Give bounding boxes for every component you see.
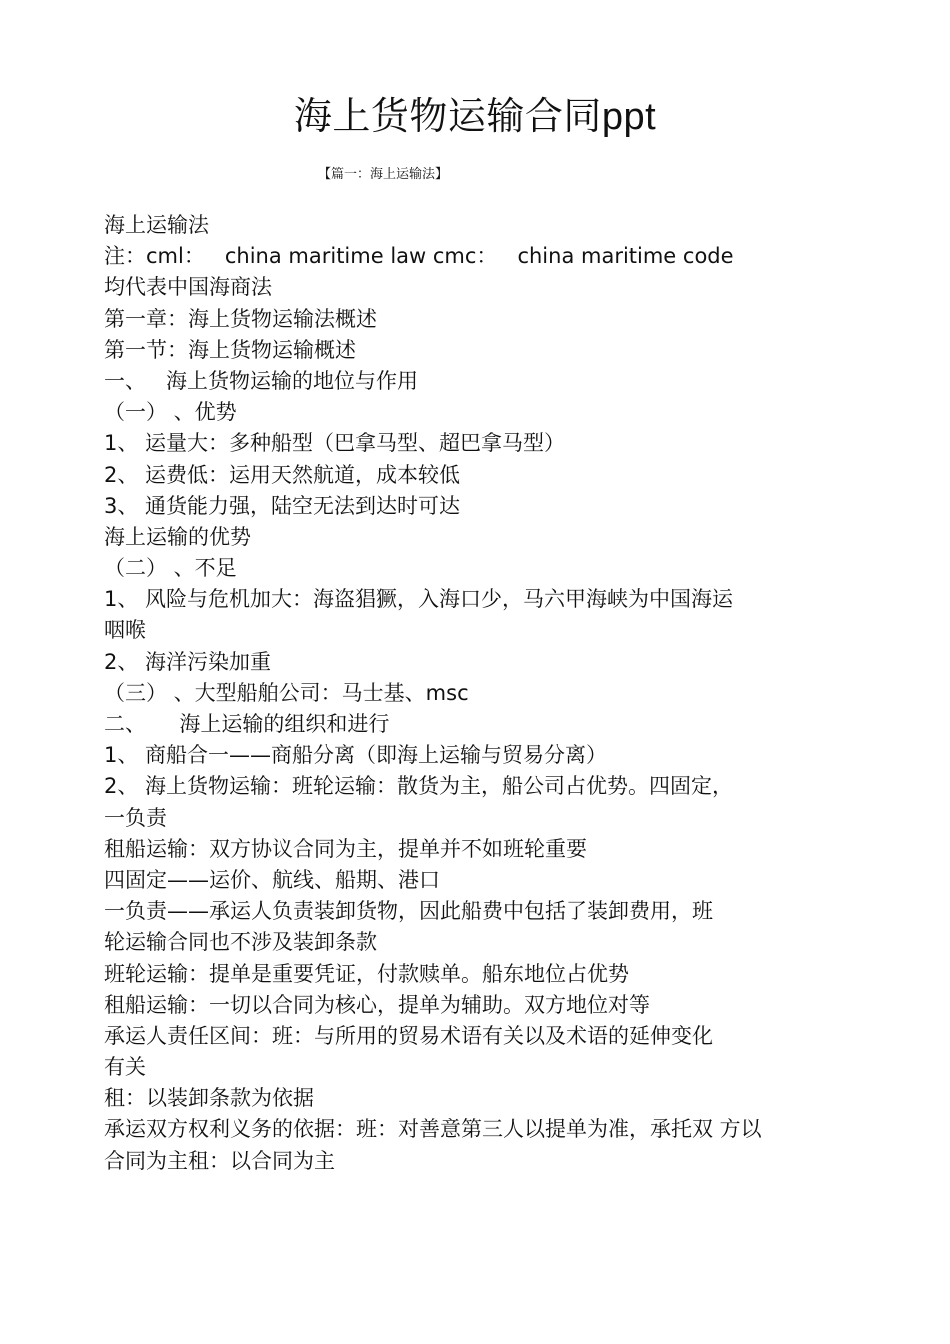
body-line: 租：以装卸条款为依据 <box>104 1086 314 1111</box>
body-line: 海上运输法 <box>104 213 209 237</box>
body-line: 轮运输合同也不涉及装卸条款 <box>104 930 377 955</box>
body-line: 二、 海上运输的组织和进行 <box>104 712 390 736</box>
document-subtitle: 【篇一：海上运输法】 <box>318 167 449 182</box>
body-line: 1、 风险与危机加大：海盗猖獗，入海口少，马六甲海峡为中国海运 <box>104 587 734 612</box>
body-line: 第一节：海上货物运输概述 <box>104 337 356 362</box>
body-line: 第一章：海上货物运输法概述 <box>104 306 377 331</box>
body-line: 1、 商船合一——商船分离（即海上运输与贸易分离） <box>104 743 608 768</box>
body-line: 承运双方权利义务的依据：班：对善意第三人以提单为准，承托双 方以 <box>104 1117 762 1142</box>
body-line: 1、 运量大：多种船型（巴拿马型、超巴拿马型） <box>104 431 566 456</box>
body-line: 有关 <box>104 1055 146 1080</box>
body-line: 咽喉 <box>104 618 146 643</box>
body-line: 2、 海上货物运输：班轮运输：散货为主，船公司占优势。四固定， <box>104 774 734 799</box>
body-line: 3、 通货能力强，陆空无法到达时可达 <box>104 493 461 518</box>
body-line: 合同为主租：以合同为主 <box>104 1148 335 1173</box>
body-line: 海上运输的优势 <box>104 524 251 549</box>
body-line: 班轮运输：提单是重要凭证，付款赎单。船东地位占优势 <box>104 961 629 986</box>
body-line: 一、 海上货物运输的地位与作用 <box>104 368 419 393</box>
document-title-suffix: ppt <box>601 96 657 138</box>
body-line: 一负责——承运人负责装卸货物，因此船费中包括了装卸费用，班 <box>104 899 713 924</box>
body-line: （三） 、大型船舶公司：马士基、msc <box>104 680 469 705</box>
document-title <box>0 88 950 145</box>
body-line: （二） 、不足 <box>104 556 237 581</box>
body-line: 均代表中国海商法 <box>104 275 272 300</box>
body-line: 租船运输：双方协议合同为主，提单并不如班轮重要 <box>104 836 587 861</box>
body-line: （一） 、优势 <box>104 400 237 425</box>
body-line: 一负责 <box>104 805 167 830</box>
body-line: 四固定——运价、航线、船期、港口 <box>104 867 440 892</box>
body-line: 注：cml： china maritime law cmc： china maritime code <box>104 244 734 269</box>
body-line: 承运人责任区间：班：与所用的贸易术语有关以及术语的延伸变化 <box>104 1023 713 1048</box>
body-line: 2、 运费低：运用天然航道，成本较低 <box>104 462 461 487</box>
document-body <box>104 210 864 1177</box>
body-line: 2、 海洋污染加重 <box>104 649 272 674</box>
body-line: 租船运输：一切以合同为核心，提单为辅助。双方地位对等 <box>104 992 650 1017</box>
document-title-main: 海上货物运输合同 <box>293 94 602 138</box>
